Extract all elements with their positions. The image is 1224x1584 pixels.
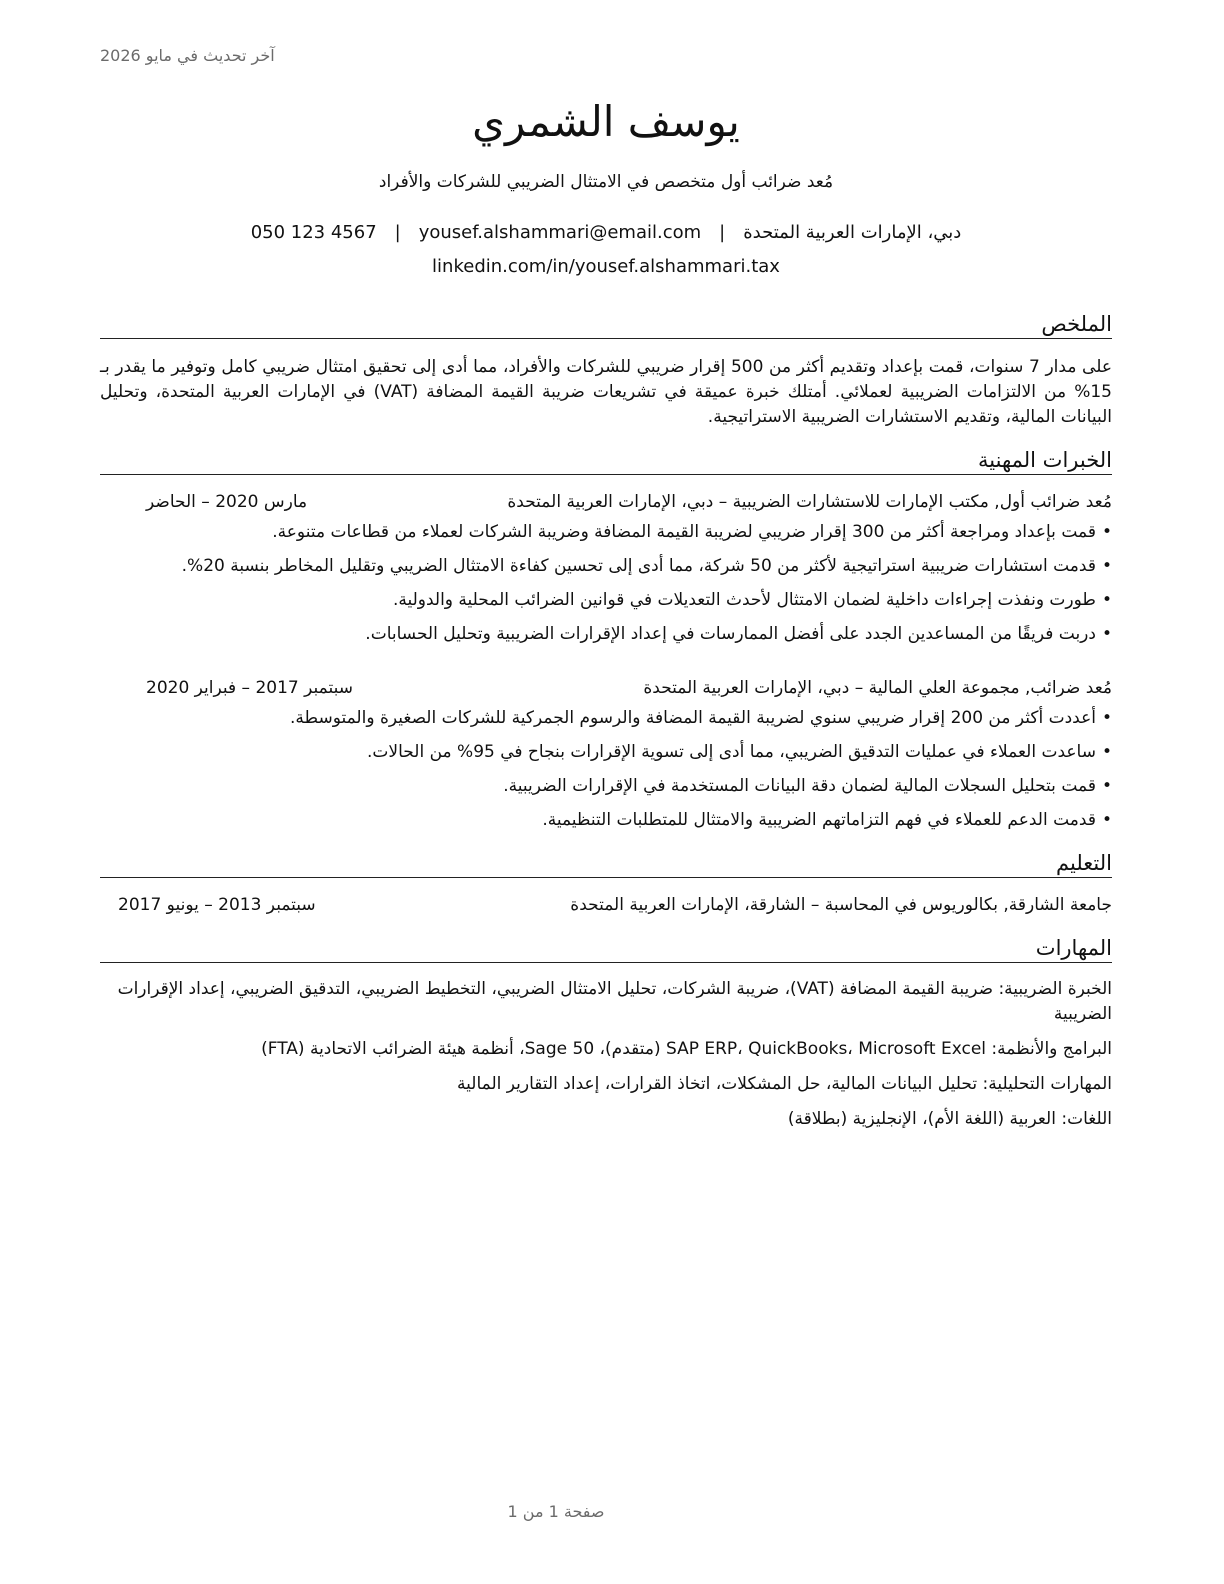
job-header bbox=[100, 675, 1112, 701]
candidate-subtitle: مُعد ضرائب أول متخصص في الامتثال الضريبي للشركات والأفراد bbox=[378, 172, 834, 192]
education-entry bbox=[100, 892, 1112, 918]
last-updated: آخر تحديث في مايو 2026 bbox=[100, 46, 275, 65]
phone: 050 123 4567 bbox=[250, 222, 377, 243]
skill-item: البرامج والأنظمة: SAP ERP، QuickBooks، Microsoft Excel (متقدم)، Sage 50، أنظمة هيئة الضرائب الاتحادية (FTA) bbox=[261, 1039, 1112, 1059]
summary-section bbox=[100, 310, 1112, 430]
separator: | bbox=[719, 222, 726, 243]
job-dates: مارس 2020 – الحاضر bbox=[146, 492, 308, 512]
job-entry bbox=[100, 675, 1112, 833]
job-dates: سبتمبر 2017 – فبراير 2020 bbox=[146, 678, 353, 698]
education-title: التعليم bbox=[100, 849, 1112, 878]
candidate-name: يوسف الشمري bbox=[472, 97, 740, 146]
resume-header bbox=[100, 90, 1112, 280]
list-item: • قدمت الدعم للعملاء في فهم التزاماتهم الضريبية والامتثال للمتطلبات التنظيمية. bbox=[100, 807, 1112, 833]
list-item: • قمت بإعداد ومراجعة أكثر من 300 إقرار ضريبي لضريبة القيمة المضافة وضريبة الشركات لعملاء من قطاعات متنوعة. bbox=[100, 519, 1112, 545]
education-section bbox=[100, 849, 1112, 918]
job-header bbox=[100, 489, 1112, 515]
job-heading: مُعد ضرائب أول, مكتب الإمارات للاستشارات الضريبية – دبي، الإمارات العربية المتحدة bbox=[507, 492, 1112, 512]
education-degree: جامعة الشارقة, بكالوريوس في المحاسبة – الشارقة، الإمارات العربية المتحدة bbox=[570, 895, 1112, 915]
linkedin-link[interactable]: linkedin.com/in/yousef.alshammari.tax bbox=[432, 256, 780, 277]
list-item: • طورت ونفذت إجراءات داخلية لضمان الامتثال لأحدث التعديلات في قوانين الضرائب المحلية والدولية. bbox=[100, 587, 1112, 613]
list-item: • قمت بتحليل السجلات المالية لضمان دقة البيانات المستخدمة في الإقرارات الضريبية. bbox=[100, 773, 1112, 799]
list-item: • قدمت استشارات ضريبية استراتيجية لأكثر من 50 شركة، مما أدى إلى تحسين كفاءة الامتثال الضريبي وتقليل المخاطر بنسبة 20%. bbox=[100, 553, 1112, 579]
page-number: صفحة 1 من 1 bbox=[507, 1502, 605, 1521]
contact-line bbox=[100, 220, 1112, 246]
skills-section bbox=[100, 934, 1112, 1132]
skill-item: الخبرة الضريبية: ضريبة القيمة المضافة (VAT)، ضريبة الشركات، تحليل الامتثال الضريبي، التخطيط الضريبي، التدقيق الضريبي، إعداد الإقرارات الضريبية bbox=[117, 979, 1112, 1024]
list-item: • ساعدت العملاء في عمليات التدقيق الضريبي، مما أدى إلى تسوية الإقرارات بنجاح في 95% من الحالات. bbox=[100, 739, 1112, 765]
job-bullets bbox=[100, 519, 1112, 647]
experience-title: الخبرات المهنية bbox=[100, 446, 1112, 475]
separator: | bbox=[394, 222, 401, 243]
skill-item: المهارات التحليلية: تحليل البيانات المالية، حل المشكلات، اتخاذ القرارات، إعداد التقارير المالية bbox=[457, 1074, 1112, 1094]
resume-page bbox=[100, 0, 1112, 1584]
job-entry bbox=[100, 489, 1112, 647]
list-item: • دربت فريقًا من المساعدين الجدد على أفضل الممارسات في إعداد الإقرارات الضريبية وتحليل الحسابات. bbox=[100, 621, 1112, 647]
list-item: • أعددت أكثر من 200 إقرار ضريبي سنوي لضريبة القيمة المضافة والرسوم الجمركية للشركات الصغيرة والمتوسطة. bbox=[100, 705, 1112, 731]
job-bullets bbox=[100, 705, 1112, 833]
education-dates: سبتمبر 2013 – يونيو 2017 bbox=[118, 895, 316, 915]
skill-item: اللغات: العربية (اللغة الأم)، الإنجليزية (بطلاقة) bbox=[787, 1109, 1112, 1129]
experience-section bbox=[100, 446, 1112, 833]
resume-content bbox=[100, 310, 1112, 1142]
email[interactable]: yousef.alshammari@email.com bbox=[418, 222, 702, 243]
location: دبي، الإمارات العربية المتحدة bbox=[743, 222, 962, 243]
job-heading: مُعد ضرائب, مجموعة العلي المالية – دبي، الإمارات العربية المتحدة bbox=[643, 678, 1112, 698]
summary-title: الملخص bbox=[100, 310, 1112, 339]
summary-text: على مدار 7 سنوات، قمت بإعداد وتقديم أكثر من 500 إقرار ضريبي للشركات والأفراد، مما أدى إلى تحقيق امتثال ضريبي كامل وتوفير ما يقدر بـ 15% من الالتزامات الضريبية لعملائي. أمتلك خبرة عميقة في تشريعات ضريبة القيمة المضافة (VAT) في الإمارات العربية المتحدة، وتحليل البيانات المالية، وتقديم الاستشارات الضريبية الاستراتيجية. bbox=[100, 357, 1112, 427]
skills-list bbox=[100, 977, 1112, 1132]
skills-title: المهارات bbox=[100, 934, 1112, 963]
